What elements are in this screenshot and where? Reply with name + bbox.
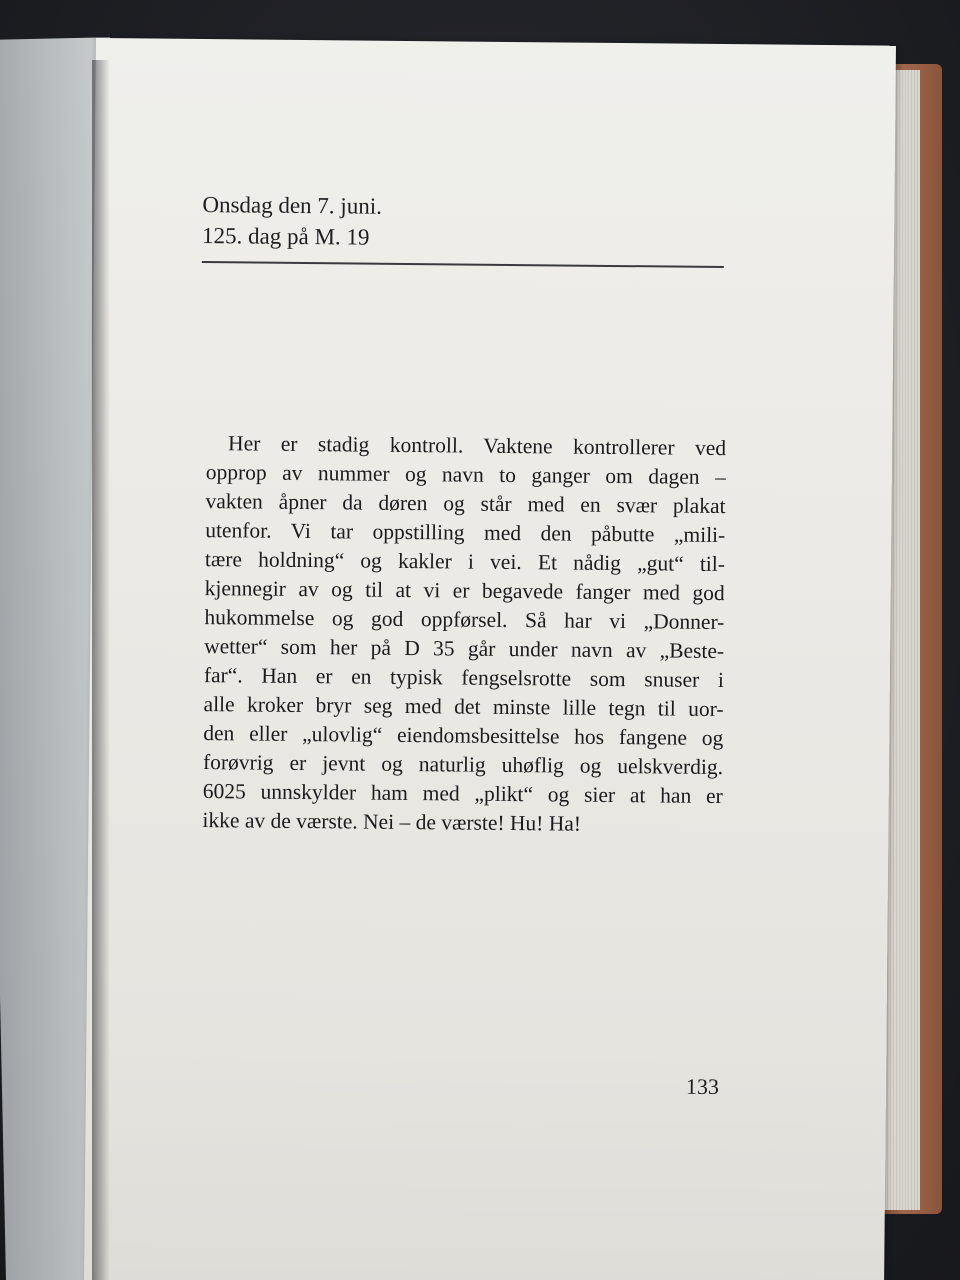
gutter-shadow xyxy=(92,60,110,1280)
right-page xyxy=(84,38,896,1280)
text-line: den eller „ulovlig“ eiendomsbesittelse hos fangene og xyxy=(203,721,724,751)
text-line: kjennegir av og til at vi er begavede fanger med god xyxy=(204,576,725,606)
text-line: hukommelse og god oppførsel. Så har vi „Donner- xyxy=(204,605,725,635)
text-line: forøvrig er jevnt og naturlig uhøflig og uelskverdig. xyxy=(202,750,724,780)
text-line: vakten åpner da døren og står med en svær plakat xyxy=(205,489,726,519)
text-line: utenfor. Vi tar oppstilling med den påbutte „mili- xyxy=(205,518,726,548)
text-line: ikke av de værste. Nei – de værste! Hu! Ha! xyxy=(202,808,582,836)
text-line: wetter“ som her på D 35 går under navn av „Beste- xyxy=(204,634,725,664)
text-line: 6025 unnskylder ham med „plikt“ og sier at han er xyxy=(202,779,723,809)
text-line: opprop av nummer og navn to ganger om dagen – xyxy=(205,460,726,490)
text-line: far“. Han er en typisk fengselsrotte som snuser i xyxy=(203,663,724,693)
page-content xyxy=(84,38,896,1280)
header-divider xyxy=(202,261,724,268)
entry-date: Onsdag den 7. juni. xyxy=(202,192,383,219)
body-paragraph xyxy=(202,429,726,840)
text-line: alle kroker bryr seg med det minste lille tegn til uor- xyxy=(203,692,724,722)
text-line: tære holdning“ og kakler i vei. Et nådig „gut“ til- xyxy=(204,547,726,577)
entry-day-count: 125. dag på M. 19 xyxy=(201,223,370,250)
diary-entry-header xyxy=(202,189,382,253)
text-line: Her er stadig kontroll. Vaktene kontrollerer ved xyxy=(228,431,727,461)
page-number: 133 xyxy=(685,1073,720,1100)
